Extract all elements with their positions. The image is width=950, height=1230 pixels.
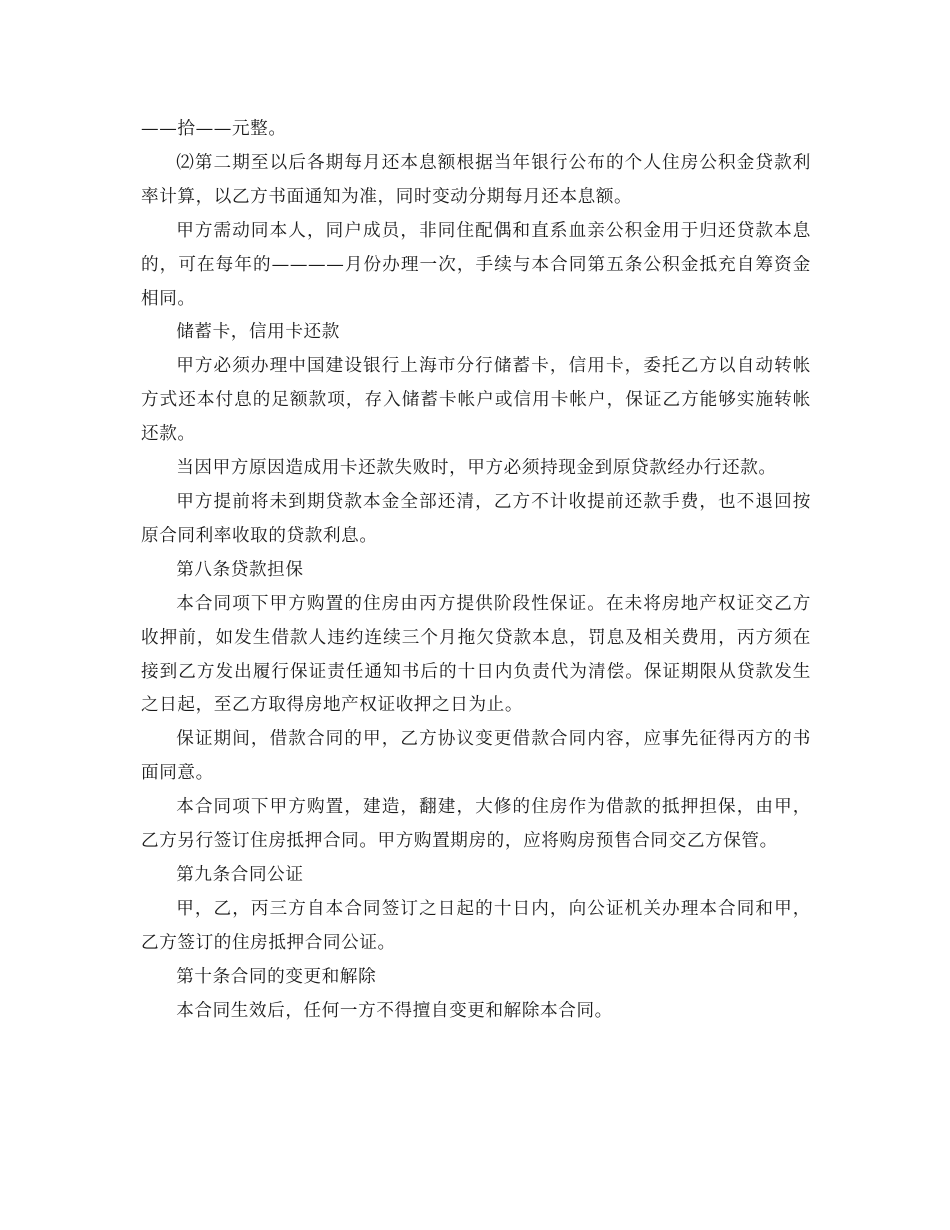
heading-article-9-notarization: 第九条合同公证 — [176, 864, 304, 885]
paragraph-no-unilateral-change: 本合同生效后，任何一方不得擅自变更和解除本合同。 — [176, 1000, 613, 1021]
paragraph-card-repayment-failure: 当因甲方原因造成用卡还款失败时，甲方必须持现金到原贷款经办行还款。 — [176, 458, 777, 479]
paragraph-provident-fund-repayment: 甲方需动同本人，同户成员，非同住配偶和直系血亲公积金用于归还贷款本息的，可在每年的————月份办理一次，手续与本合同第五条公积金抵充自筹资金相同。 — [141, 220, 811, 309]
paragraph-notarization: 甲，乙，丙三方自本合同签订之日起的十日内，向公证机关办理本合同和甲，乙方签订的住房抵押合同公证。 — [141, 898, 811, 953]
paragraph-card-repayment-heading: 储蓄卡，信用卡还款 — [176, 322, 340, 343]
document-body — [141, 113, 811, 1028]
paragraph-amount-continuation: ——拾——元整。 — [141, 119, 287, 139]
paragraph-stage-guarantee: 本合同项下甲方购置的住房由丙方提供阶段性保证。在未将房地产权证交乙方收押前，如发生借款人违约连续三个月拖欠贷款本息，罚息及相关费用，丙方须在接到乙方发出履行保证责任通知书后的十日内负责代为清偿。保证期限从贷款发生之日起，至乙方取得房地产权证收押之日为止。 — [141, 593, 811, 716]
paragraph-early-repayment: 甲方提前将未到期贷款本金全部还清，乙方不计收提前还款手费，也不退回按原合同利率收取的贷款利息。 — [141, 491, 811, 546]
heading-article-10-change-termination: 第十条合同的变更和解除 — [176, 966, 377, 987]
paragraph-mortgage-guarantee: 本合同项下甲方购置，建造，翻建，大修的住房作为借款的抵押担保，由甲，乙方另行签订住房抵押合同。甲方购置期房的，应将购房预售合同交乙方保管。 — [141, 797, 811, 852]
paragraph-second-period-repayment: ⑵第二期至以后各期每月还本息额根据当年银行公布的个人住房公积金贷款利率计算，以乙方书面通知为准，同时变动分期每月还本息额。 — [141, 152, 811, 207]
heading-article-8-loan-guarantee: 第八条贷款担保 — [176, 559, 304, 580]
paragraph-card-account-requirement: 甲方必须办理中国建设银行上海市分行储蓄卡，信用卡，委托乙方以自动转帐方式还本付息的足额款项，存入储蓄卡帐户或信用卡帐户，保证乙方能够实施转帐还款。 — [141, 356, 811, 445]
paragraph-guarantee-period-change: 保证期间，借款合同的甲，乙方协议变更借款合同内容，应事先征得丙方的书面同意。 — [141, 729, 811, 784]
